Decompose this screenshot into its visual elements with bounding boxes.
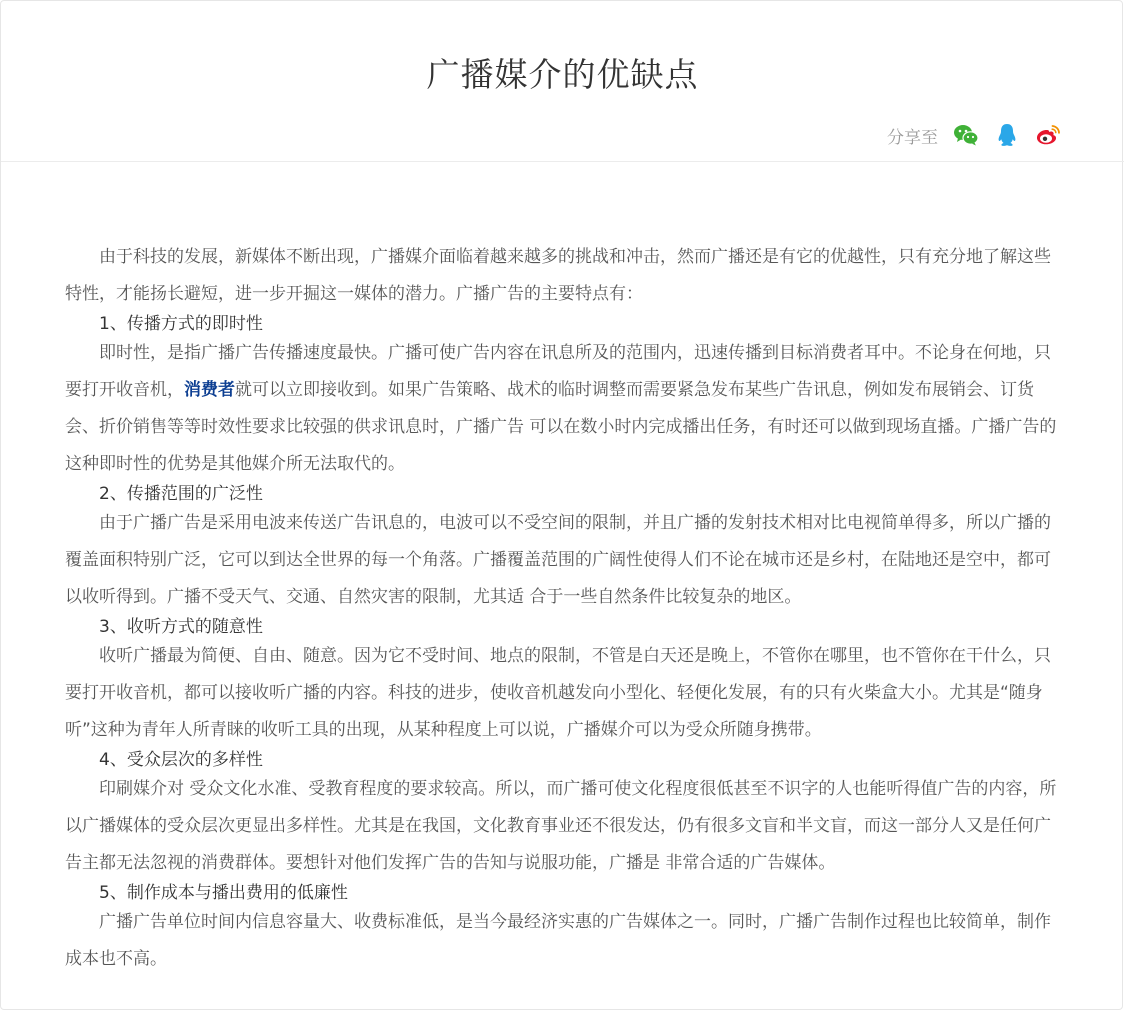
article-body: [65, 239, 1065, 978]
intro-paragraph: 由于科技的发展，新媒体不断出现，广播媒介面临着越来越多的挑战和冲击，然而广播还是有它的优越性，只有充分地了解这些特性，才能扬长避短，进一步开掘这一媒体的潜力。广播广告的主要特点有：: [65, 247, 1051, 304]
section-paragraph-2: 由于广播广告是采用电波来传送广告讯息的，电波可以不受空间的限制，并且广播的发射技术相对比电视简单得多，所以广播的覆盖面积特别广泛，它可以到达全世界的每一个角落。广播覆盖范围的广阔性使得人们不论在城市还是乡村，在陆地还是空中，都可以收听得到。广播不受天气、交通、自然灾害的限制，尤其适 合于一些自然条件比较复杂的地区。: [65, 513, 1051, 607]
section-heading-5: 5、制作成本与播出费用的低廉性: [99, 883, 348, 903]
section-heading-2: 2、传播范围的广泛性: [99, 484, 263, 504]
paragraph-text: 即时性，是指广播广告传播速度最快。广播可使广告内容在讯息所及的范围内，迅速传播到目标消费者耳中。不论身在何地，只要打开收音机，: [65, 343, 1051, 400]
section-heading-1: 1、传播方式的即时性: [99, 314, 263, 334]
section-paragraph-4: 印刷媒介对 受众文化水准、受教育程度的要求较高。所以，而广播可使文化程度很低甚至不识字的人也能听得值广告的内容，所以广播媒体的受众层次更显出多样性。尤其是在我国，文化教育事业还不很发达，仍有很多文盲和半文盲，而这一部分人又是任何广告主都无法忽视的消费群体。要想针对他们发挥广告的告知与说服功能，广播是 非常合适的广告媒体。: [65, 779, 1057, 873]
paragraph-text: 就可以立即接收到。如果广告策略、战术的临时调整而需要紧急发布某些广告讯息，例如发布展销会、订货会、折价销售等等时效性要求比较强的供求讯息时，广播广告 可以在数小时内完成播出任务，有时还可以做到现场直播。广播广告的这种即时性的优势是其他媒介所无法取代的。: [65, 380, 1057, 474]
section-paragraph-1: [65, 335, 1065, 483]
page-title: 广播媒介的优缺点: [426, 55, 699, 94]
section-paragraph-5: 广播广告单位时间内信息容量大、收费标准低，是当今最经济实惠的广告媒体之一。同时，广播广告制作过程也比较简单，制作成本也不高。: [65, 912, 1051, 969]
share-bar: [887, 120, 1062, 150]
wechat-icon[interactable]: [952, 121, 980, 149]
section-heading-3: 3、收听方式的随意性: [99, 617, 263, 637]
section-heading-4: 4、受众层次的多样性: [99, 750, 263, 770]
weibo-icon[interactable]: [1034, 121, 1062, 149]
qq-icon[interactable]: [993, 121, 1021, 149]
section-paragraph-3: 收听广播最为简便、自由、随意。因为它不受时间、地点的限制，不管是白天还是晚上，不管你在哪里，也不管你在干什么，只要打开收音机，都可以接收听广播的内容。科技的进步，使收音机越发向小型化、轻便化发展，有的只有火柴盒大小。尤其是“随身听”这种为青年人所青睐的收听工具的出现，从某种程度上可以说，广播媒介可以为受众所随身携带。: [65, 646, 1051, 740]
article-header: [1, 1, 1124, 162]
keyword-link-consumer[interactable]: 消费者: [184, 380, 235, 400]
share-label: 分享至: [887, 127, 938, 148]
